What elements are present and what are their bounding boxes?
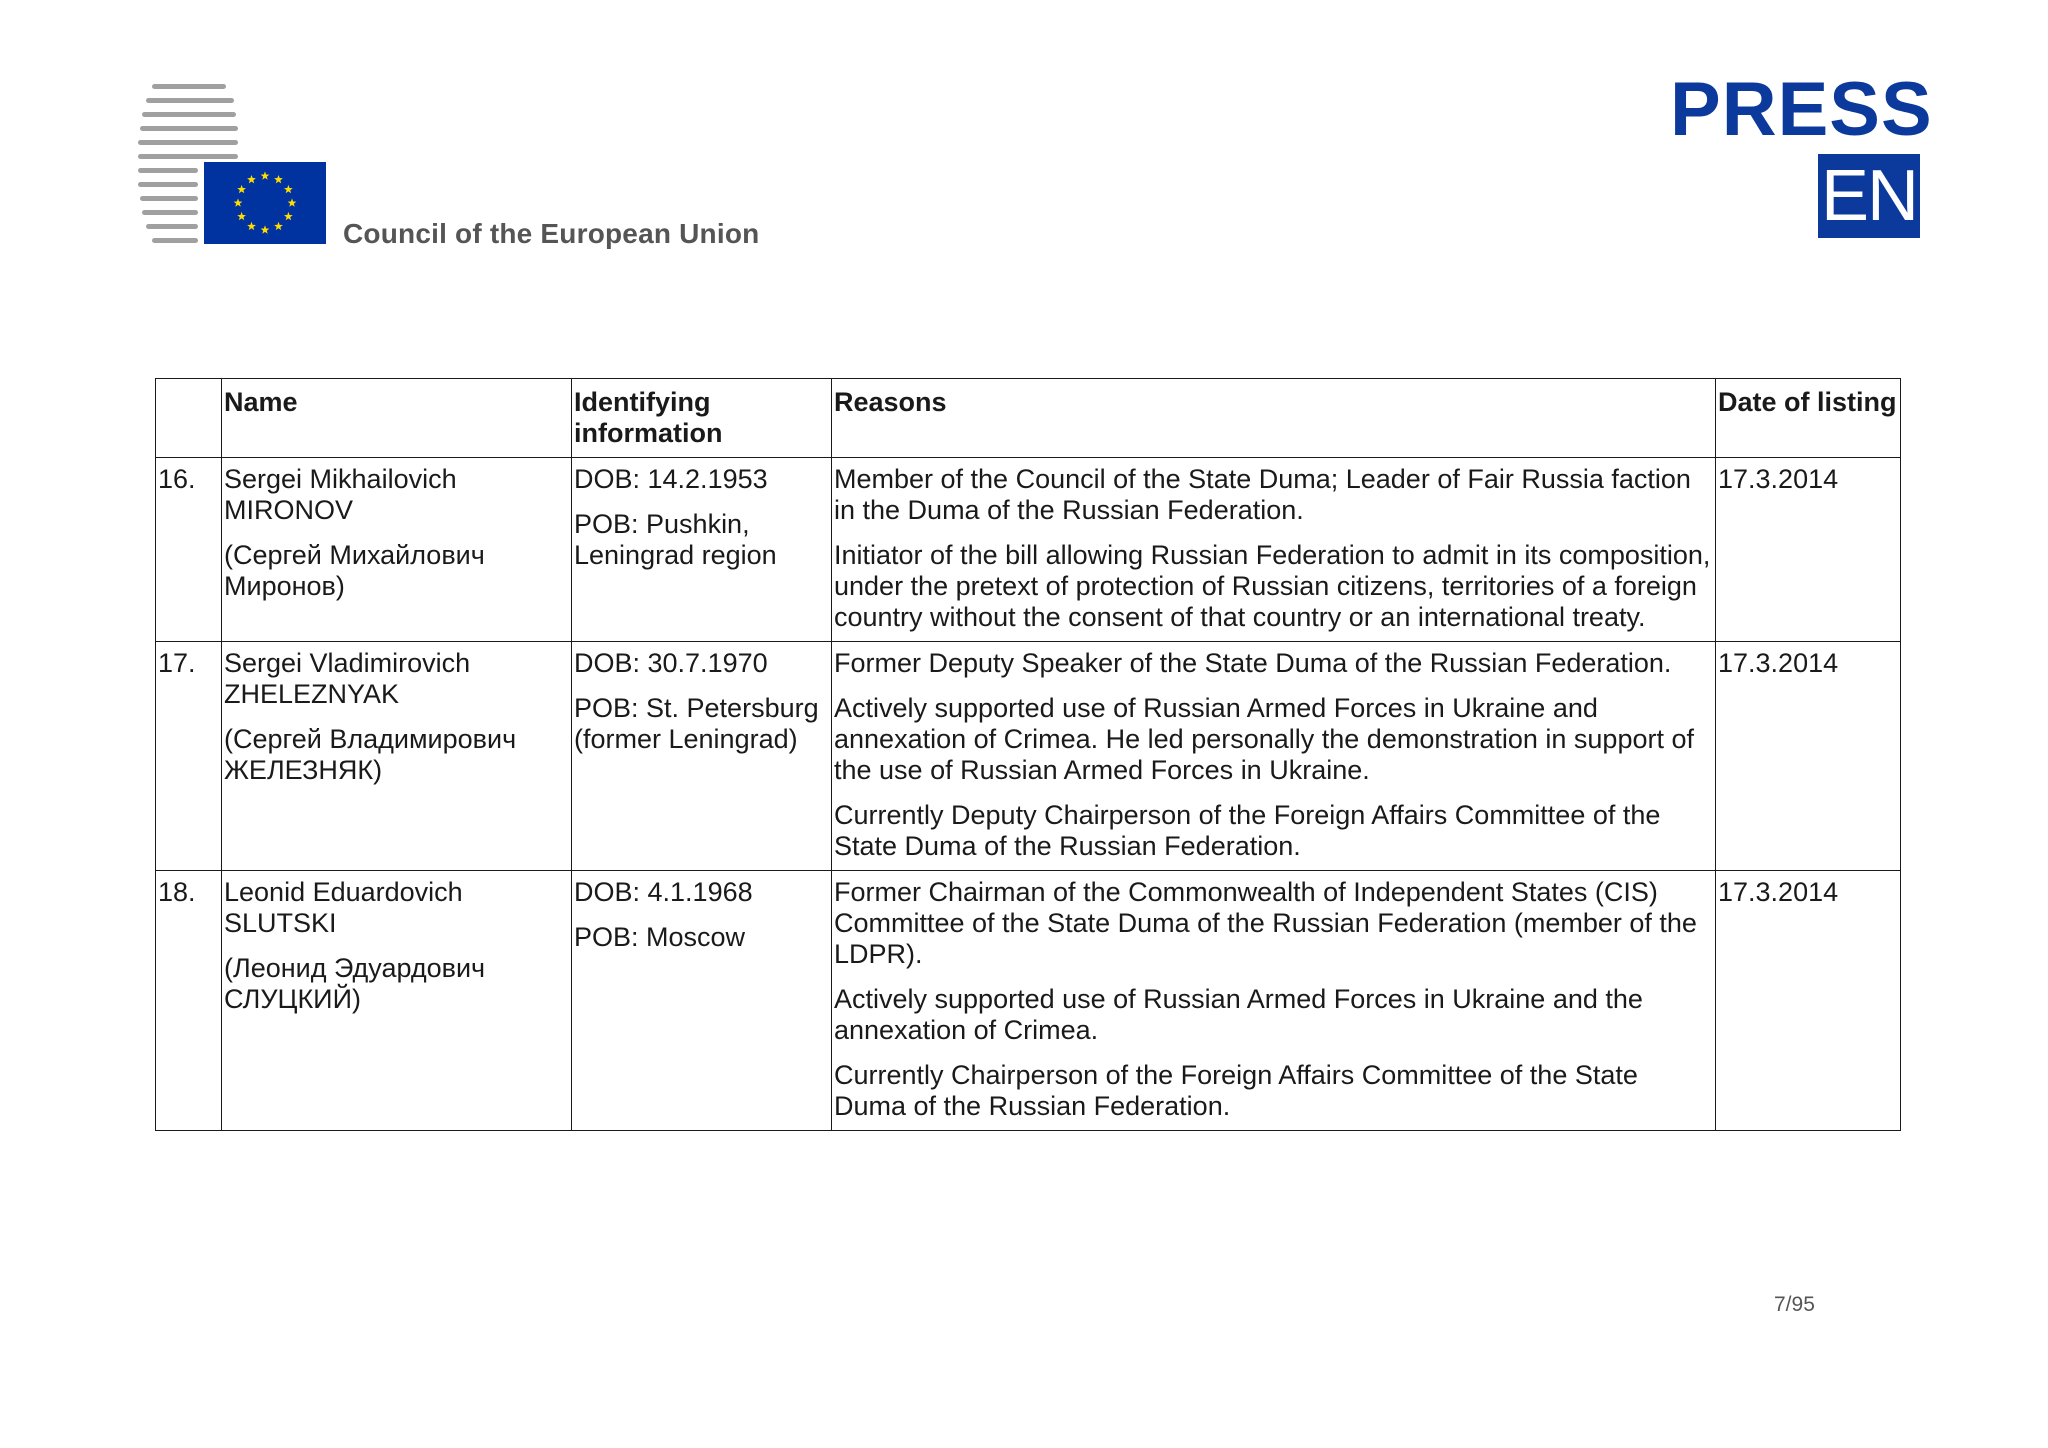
name-latin: Sergei Vladimirovich ZHELEZNYAK [224, 648, 471, 709]
reason-paragraph: Member of the Council of the State Duma; Leader of Fair Russia faction in the Duma of the Russian Federation. [834, 464, 1691, 525]
header-date-of-listing: Date of listing [1716, 379, 1901, 458]
reason-paragraph: Former Chairman of the Commonwealth of Independent States (CIS) Committee of the State Duma of the Russian Federation (member of the LDPR). [834, 877, 1697, 969]
row-date-of-listing: 17.3.2014 [1716, 642, 1901, 871]
name-latin: Leonid Eduardovich SLUTSKI [224, 877, 463, 938]
row-number: 18. [156, 871, 222, 1131]
header-name: Name [222, 379, 572, 458]
council-eu-logo-icon [138, 80, 338, 250]
organization-name: Council of the European Union [343, 218, 760, 249]
name-latin: Sergei Mikhailovich MIRONOV [224, 464, 457, 525]
reason-paragraph: Actively supported use of Russian Armed Forces in Ukraine and the annexation of Crimea. [834, 984, 1643, 1045]
reason-paragraph: Currently Deputy Chairperson of the Foreign Affairs Committee of the State Duma of the Russian Federation. [834, 800, 1661, 861]
name-cyrillic: (Сергей Владимирович ЖЕЛЕЗНЯК) [224, 724, 517, 785]
row-reasons [832, 871, 1716, 1131]
row-name [222, 871, 572, 1131]
row-date-of-listing: 17.3.2014 [1716, 458, 1901, 642]
header-reasons: Reasons [832, 379, 1716, 458]
row-identifying-information [572, 871, 832, 1131]
row-name [222, 642, 572, 871]
reason-paragraph: Currently Chairperson of the Foreign Affairs Committee of the State Duma of the Russian Federation. [834, 1060, 1638, 1121]
press-label: PRESS [1670, 67, 1933, 152]
row-number: 17. [156, 642, 222, 871]
row-name [222, 458, 572, 642]
table-row [156, 458, 1901, 642]
table-header-row [156, 379, 1901, 458]
row-date-of-listing: 17.3.2014 [1716, 871, 1901, 1131]
pob: POB: St. Petersburg (former Leningrad) [574, 693, 819, 754]
row-reasons [832, 458, 1716, 642]
sanctions-table [155, 378, 1901, 1131]
dob: DOB: 30.7.1970 [574, 648, 768, 678]
row-identifying-information [572, 458, 832, 642]
reason-paragraph: Former Deputy Speaker of the State Duma of the Russian Federation. [834, 648, 1672, 678]
row-identifying-information [572, 642, 832, 871]
dob: DOB: 4.1.1968 [574, 877, 753, 907]
name-cyrillic: (Леонид Эдуардович СЛУЦКИЙ) [224, 953, 486, 1014]
reason-paragraph: Initiator of the bill allowing Russian Federation to admit in its composition, under the pretext of protection of Russian citizens, territories of a foreign country without the consent of that country or an international treaty. [834, 540, 1711, 632]
header-identifying-information: Identifying information [572, 379, 832, 458]
pob: POB: Pushkin, Leningrad region [574, 509, 777, 570]
row-number: 16. [156, 458, 222, 642]
row-reasons [832, 642, 1716, 871]
table-row [156, 871, 1901, 1131]
language-badge: EN [1818, 154, 1920, 238]
pob: POB: Moscow [574, 922, 746, 952]
reason-paragraph: Actively supported use of Russian Armed Forces in Ukraine and annexation of Crimea. He led personally the demonstration in support of the use of Russian Armed Forces in Ukraine. [834, 693, 1694, 785]
page-number: 7/95 [1774, 1293, 1815, 1316]
header-number [156, 379, 222, 458]
table-row [156, 642, 1901, 871]
dob: DOB: 14.2.1953 [574, 464, 768, 494]
name-cyrillic: (Сергей Михайлович Миронов) [224, 540, 485, 601]
